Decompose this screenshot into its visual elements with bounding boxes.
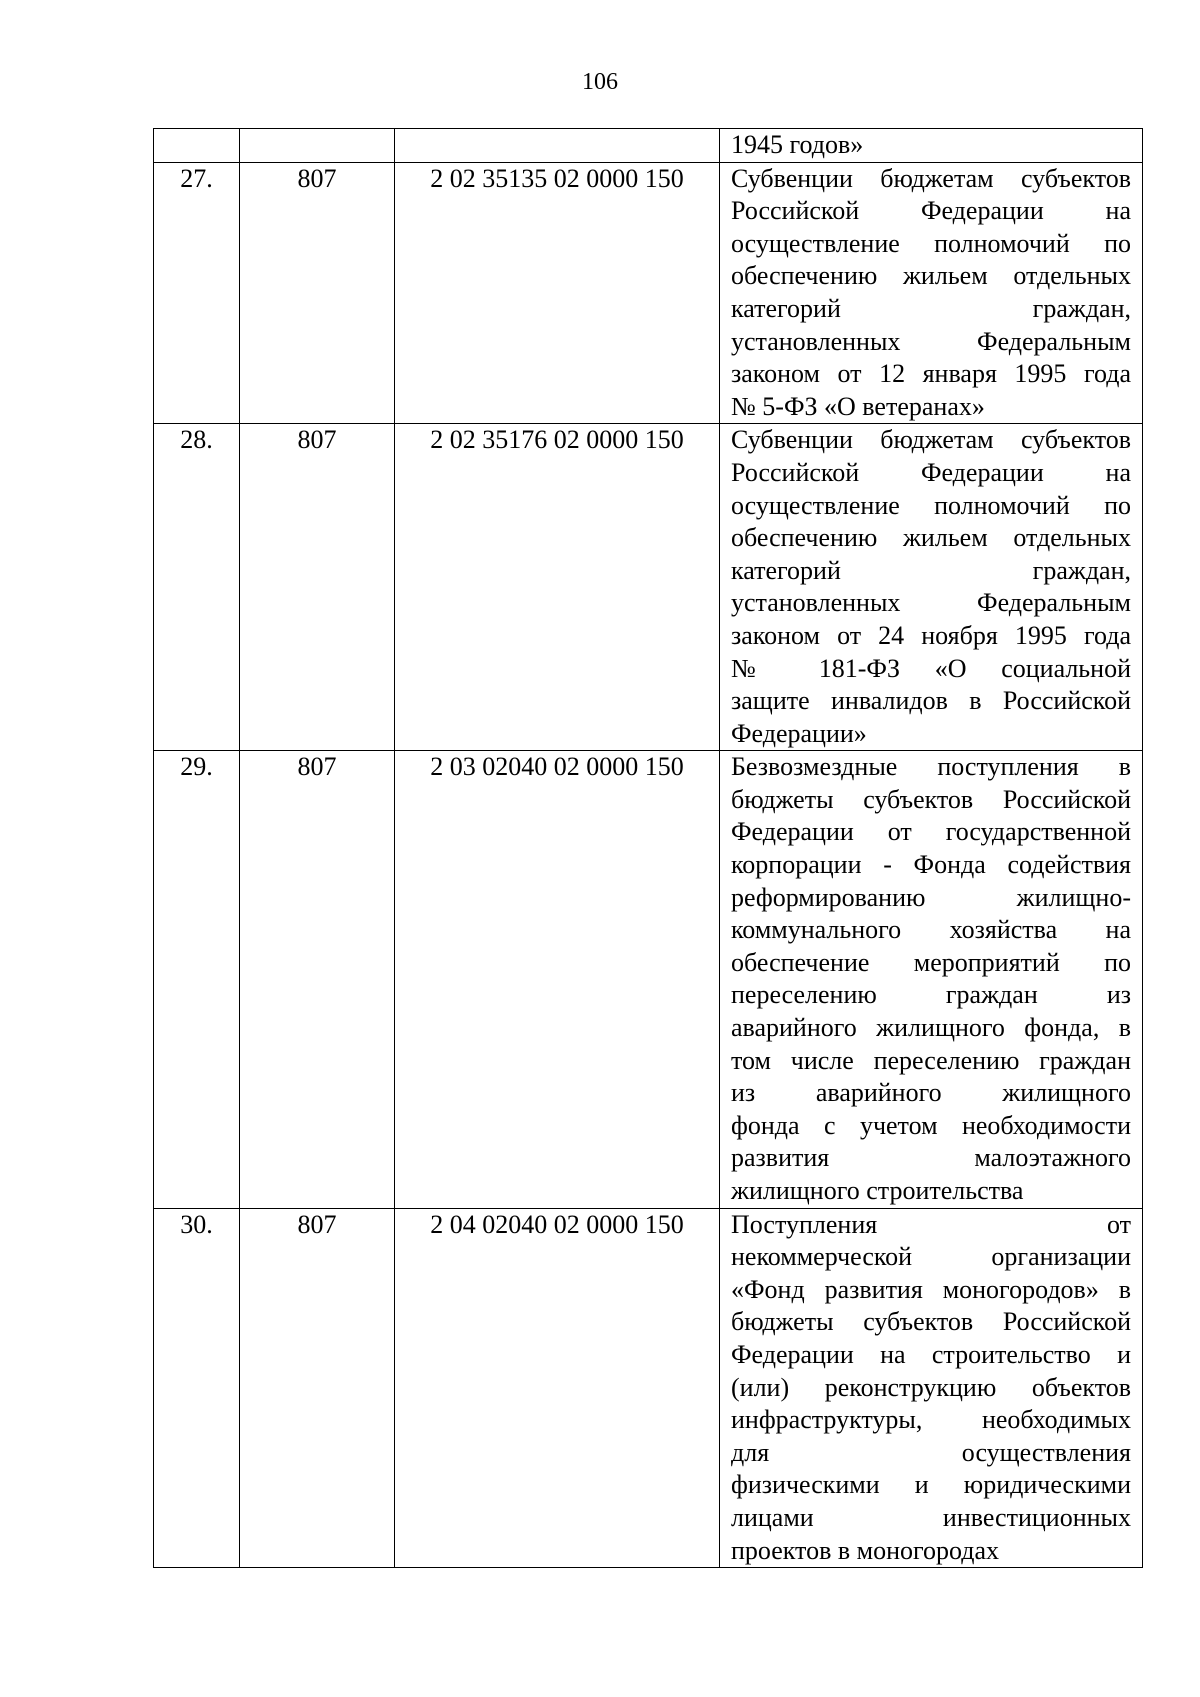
administrator-code-cell: 807 xyxy=(240,1208,395,1568)
revenue-name-cell xyxy=(720,751,1143,1208)
row-number-cell: 27. xyxy=(154,162,240,424)
row-number-cell: 28. xyxy=(154,424,240,751)
administrator-code-cell xyxy=(240,129,395,163)
administrator-code-cell: 807 xyxy=(240,162,395,424)
revenue-name-line: том числе переселению граждан xyxy=(731,1045,1131,1075)
revenue-name-cell xyxy=(720,1208,1143,1568)
administrator-code-cell: 807 xyxy=(240,424,395,751)
administrator-code-cell: 807 xyxy=(240,751,395,1208)
table-body xyxy=(154,129,1143,1568)
revenue-name-line: переселению граждан из xyxy=(731,980,1131,1010)
table-row xyxy=(154,424,1143,751)
revenue-name-line: лицами инвестиционных xyxy=(731,1502,1131,1532)
revenue-name-line: корпорации - Фонда содействия xyxy=(731,850,1131,880)
revenue-name-line: защите инвалидов в Российской xyxy=(731,686,1131,716)
row-number-cell: 29. xyxy=(154,751,240,1208)
revenue-name-cell xyxy=(720,129,1143,163)
revenue-name-line: категорий граждан, xyxy=(731,555,1131,585)
revenue-name-line: 1945 годов» xyxy=(731,130,864,159)
revenue-name-line: Субвенции бюджетам субъектов xyxy=(731,425,1131,455)
revenue-name-line: установленных Федеральным xyxy=(731,326,1131,356)
revenue-name-line: некоммерческой организации xyxy=(731,1242,1131,1272)
revenue-name-line: Безвозмездные поступления в xyxy=(731,752,1131,782)
revenue-name-line: Федерации» xyxy=(731,718,867,748)
revenue-code-cell xyxy=(395,129,720,163)
revenue-name-line: Федерации на строительство и xyxy=(731,1339,1131,1369)
revenue-name-line: № 5-ФЗ «О ветеранах» xyxy=(731,391,985,421)
revenue-name-line: коммунального хозяйства на xyxy=(731,915,1131,945)
revenue-name-line: Субвенции бюджетам субъектов xyxy=(731,163,1131,193)
revenue-name-line: законом от 12 января 1995 года xyxy=(731,359,1131,389)
revenue-name-line: проектов в моногородах xyxy=(731,1535,1000,1565)
revenue-code-cell: 2 04 02040 02 0000 150 xyxy=(395,1208,720,1568)
revenue-table xyxy=(153,128,1143,1568)
revenue-name-line: установленных Федеральным xyxy=(731,588,1131,618)
revenue-name-line: инфраструктуры, необходимых xyxy=(731,1405,1131,1435)
revenue-name-line: Российской Федерации на xyxy=(731,457,1131,487)
revenue-name-line: жилищного строительства xyxy=(731,1176,1024,1205)
table-row xyxy=(154,1208,1143,1568)
revenue-name-line: осуществление полномочий по xyxy=(731,228,1131,258)
revenue-name-line: бюджеты субъектов Российской xyxy=(731,1307,1131,1337)
revenue-name-line: аварийного жилищного фонда, в xyxy=(731,1013,1131,1043)
revenue-name-line: обеспечение мероприятий по xyxy=(731,947,1131,977)
page-number: 106 xyxy=(582,69,618,95)
revenue-name-cell xyxy=(720,162,1143,424)
revenue-name-line: обеспечению жильем отдельных xyxy=(731,523,1131,553)
revenue-name-line: из аварийного жилищного xyxy=(731,1078,1131,1108)
revenue-name-line: Поступления от xyxy=(731,1209,1131,1239)
revenue-name-line: Российской Федерации на xyxy=(731,196,1131,226)
revenue-code-cell: 2 03 02040 02 0000 150 xyxy=(395,751,720,1208)
revenue-name-line: фонда с учетом необходимости xyxy=(731,1110,1131,1140)
revenue-name-line: Федерации от государственной xyxy=(731,817,1131,847)
revenue-code-cell: 2 02 35135 02 0000 150 xyxy=(395,162,720,424)
table-row xyxy=(154,751,1143,1208)
revenue-name-line: бюджеты субъектов Российской xyxy=(731,784,1131,814)
revenue-name-cell xyxy=(720,424,1143,751)
table-row xyxy=(154,162,1143,424)
revenue-code-cell: 2 02 35176 02 0000 150 xyxy=(395,424,720,751)
revenue-name-line: реформированию жилищно- xyxy=(731,882,1131,912)
revenue-name-line: законом от 24 ноября 1995 года xyxy=(731,620,1131,650)
revenue-name-line: категорий граждан, xyxy=(731,293,1131,323)
row-number-cell: 30. xyxy=(154,1208,240,1568)
revenue-name-line: осуществление полномочий по xyxy=(731,490,1131,520)
table-row xyxy=(154,129,1143,163)
revenue-name-line: для осуществления xyxy=(731,1437,1131,1467)
revenue-name-line: физическими и юридическими xyxy=(731,1470,1131,1500)
row-number-cell xyxy=(154,129,240,163)
revenue-name-line: № 181-ФЗ «О социальной xyxy=(731,653,1131,683)
revenue-name-line: развития малоэтажного xyxy=(731,1143,1131,1173)
revenue-name-line: (или) реконструкцию объектов xyxy=(731,1372,1131,1402)
revenue-name-line: обеспечению жильем отдельных xyxy=(731,261,1131,291)
revenue-name-line: «Фонд развития моногородов» в xyxy=(731,1274,1131,1304)
